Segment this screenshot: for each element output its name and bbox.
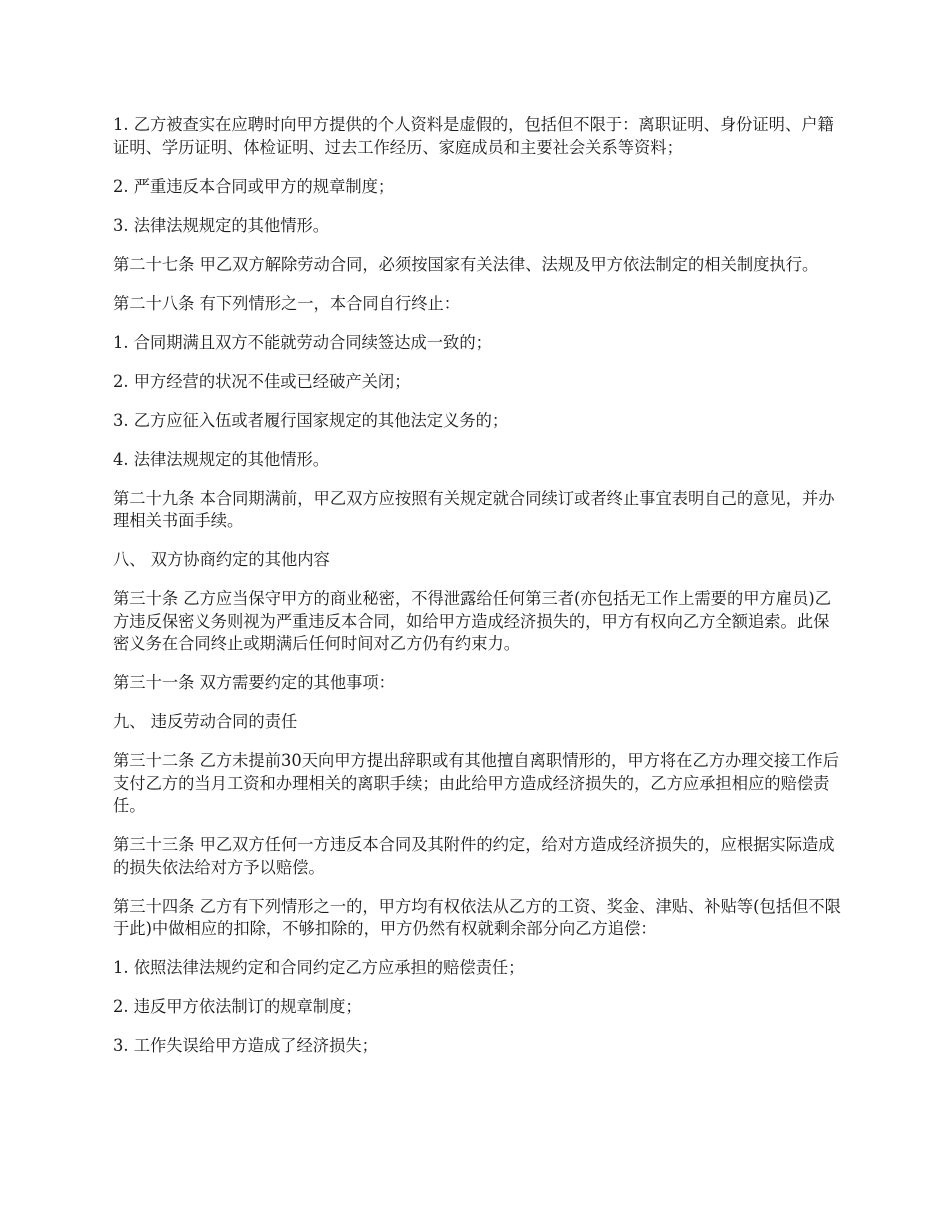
article-31: 第三十一条 双方需要约定的其他事项： [113,673,395,692]
article-28-item-1: 1. 合同期满且双方不能就劳动合同续签达成一致的； [113,332,492,352]
clause-3-other-circumstances: 3. 法律法规规定的其他情形。 [113,215,330,235]
article-34-item-1: 1. 依照法律法规约定和合同约定乙方应承担的赔偿责任； [113,958,525,977]
article-28-item-2: 2. 甲方经营的状况不佳或已经破产关闭； [113,371,411,391]
clause-1-false-information: 1. 乙方被查实在应聘时向甲方提供的个人资料是虚假的，包括但不限于：离职证明、身份证明、户籍证明、学历证明、体检证明、过去工作经历、家庭成员和主要社会关系等资料； [113,115,834,157]
article-28-item-3: 3. 乙方应征入伍或者履行国家规定的其他法定义务的； [113,410,509,430]
article-29: 第二十九条 本合同期满前，甲乙双方应按照有关规定就合同续订或者终止事宜表明自己的意见，并办理相关书面手续。 [113,488,835,530]
article-34-item-3: 3. 工作失误给甲方造成了经济损失； [113,1036,378,1055]
article-34: 第三十四条 乙方有下列情形之一的，甲方均有权依法从乙方的工资、奖金、津贴、补贴等(包括但不限于此)中做相应的扣除，不够扣除的，甲方仍然有权就剩余部分向乙方追偿： [113,896,841,938]
section-9-heading: 九、 违反劳动合同的责任 [113,712,298,731]
article-33: 第三十三条 甲乙双方任何一方违反本合同及其附件的约定，给对方造成经济损失的，应根据实际造成的损失依法给对方予以赔偿。 [113,835,835,877]
clause-2-serious-violation: 2. 严重违反本合同或甲方的规章制度； [113,176,395,196]
document-body [113,114,843,1074]
article-28: 第二十八条 有下列情形之一，本合同自行终止： [113,293,461,313]
section-8-heading: 八、 双方协商约定的其他内容 [113,550,330,569]
article-30: 第三十条 乙方应当保守甲方的商业秘密，不得泄露给任何第三者(亦包括无工作上需要的甲方雇员)乙方违反保密义务则视为严重违反本合同，如给甲方造成经济损失的，甲方有权向乙方全额追索。此保密义务在合同终止或期满后任何时间对乙方仍有约束力。 [113,589,831,653]
article-28-item-4: 4. 法律法规规定的其他情形。 [113,449,330,469]
article-34-item-2: 2. 违反甲方依法制订的规章制度； [113,997,362,1016]
article-32: 第三十二条 乙方未提前30天向甲方提出辞职或有其他擅自离职情形的，甲方将在乙方办理交接工作后支付乙方的当月工资和办理相关的离职手续；由此给甲方造成经济损失的，乙方应承担相应的赔偿责任。 [113,751,839,815]
article-27: 第二十七条 甲乙双方解除劳动合同，必须按国家有关法律、法规及甲方依法制定的相关制度执行。 [113,254,819,274]
